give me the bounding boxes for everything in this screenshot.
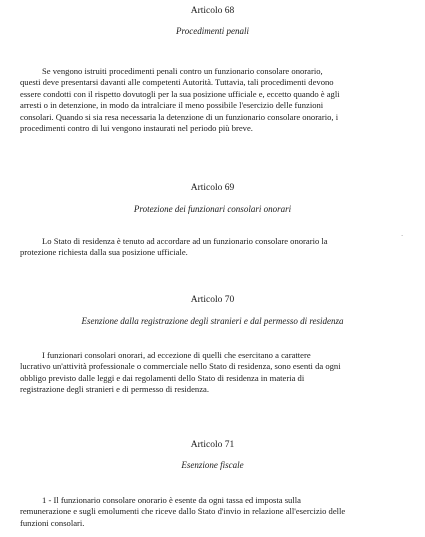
article-71-body [20, 495, 414, 529]
article-70-line: obbligo previsto dalle leggi e dai regolamenti dello Stato di residenza in materia di [20, 372, 305, 383]
article-68-line: essere condotti con il rispetto dovutogli per la sua posizione ufficiale e, eccetto quando è agli [20, 88, 340, 99]
article-71-title: Articolo 71 [190, 440, 235, 450]
article-69-title: Articolo 69 [190, 183, 235, 193]
article-71-heading: Esenzione fiscale [181, 460, 244, 470]
article-70-body [20, 350, 414, 396]
article-70-line: registrazione degli stranieri e di permesso di residenza. [20, 384, 209, 395]
article-71-line: remunerazione e sugli emolumenti che riceve dallo Stato d'invio in relazione all'esercizio delle [20, 506, 346, 517]
article-69-body [20, 236, 414, 259]
article-71-line: funzioni consolari. [20, 517, 85, 528]
article-70-line: lucrativo un'attività professionale o commerciale nello Stato di residenza, sono esenti da ogni [20, 361, 341, 372]
article-68-heading: Procedimenti penali [176, 26, 249, 36]
article-69-heading: Protezione dei funzionari consolari onorari [133, 204, 292, 214]
scan-speck-icon: · [401, 232, 404, 240]
article-68-body [20, 66, 414, 134]
article-68-line: procedimenti contro di lui vengono instaurati nel periodo più breve. [20, 123, 253, 134]
article-68-line: consolari. Quando si sia resa necessaria la detenzione di un funzionario consolare onorario, i [20, 111, 339, 122]
article-68-line: questi deve presentarsi davanti alle competenti Autorità. Tuttavia, tali procedimenti devono [20, 77, 334, 88]
article-70-title: Articolo 70 [190, 295, 235, 305]
article-71-line: 1 - Il funzionario consolare onorario è esente da ogni tassa ed imposta sulla [42, 495, 301, 505]
article-68-line: Se vengono istruiti procedimenti penali contro un funzionario consolare onorario, [42, 66, 323, 76]
article-68-line: arresti o in detenzione, in modo da intralciare il meno possibile l'esercizio delle funzioni [20, 100, 324, 111]
article-70-line: I funzionari consolari onorari, ad eccezione di quelli che esercitano a carattere [42, 350, 311, 360]
article-68-title: Articolo 68 [190, 6, 235, 16]
article-70-heading: Esenzione dalla registrazione degli stranieri e dal permesso di residenza [81, 316, 344, 326]
article-69-line: Lo Stato di residenza è tenuto ad accordare ad un funzionario consolare onorario la [42, 236, 328, 246]
article-69-line: protezione richiesta dalla sua posizione ufficiale. [20, 247, 188, 258]
